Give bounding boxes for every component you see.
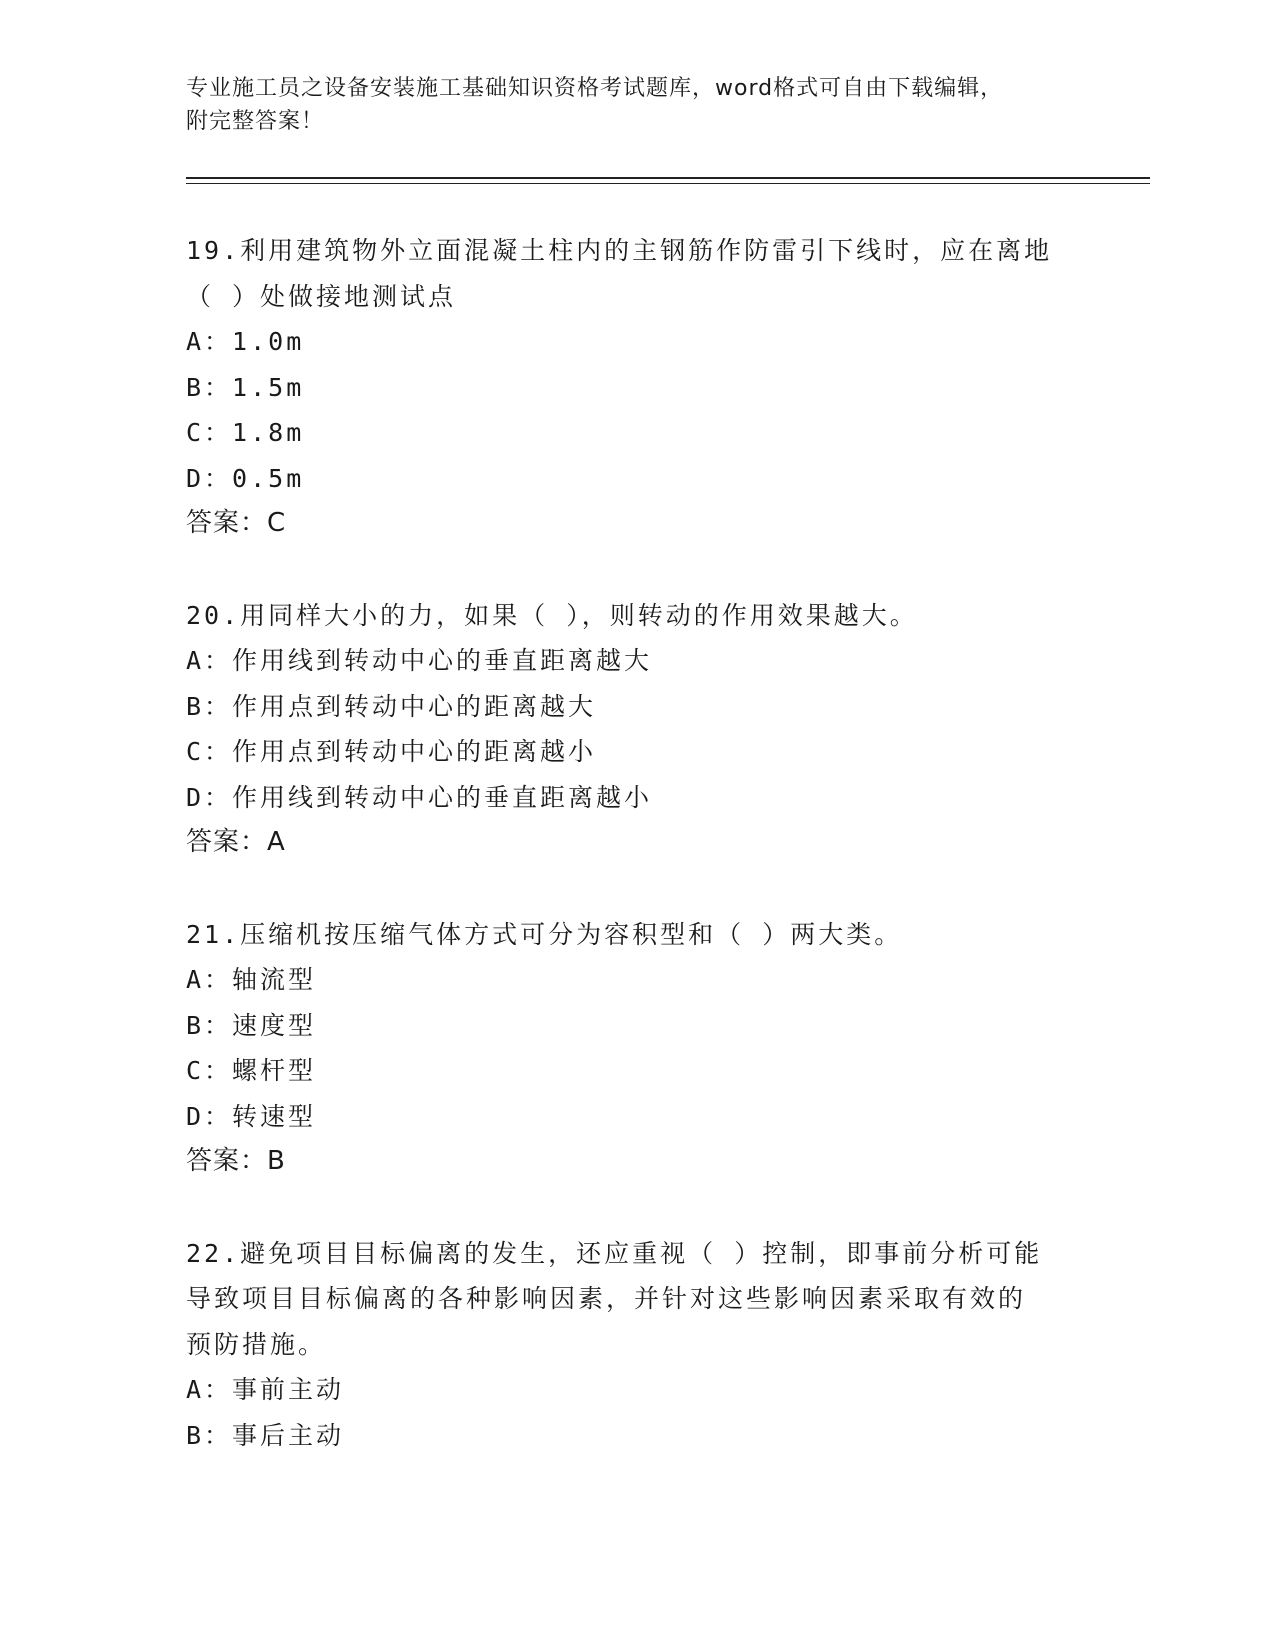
question-text-line: 预防措施。	[186, 1329, 327, 1359]
option-b: B：1.5m	[186, 372, 305, 402]
header-line-1: 专业施工员之设备安装施工基础知识资格考试题库，word格式可自由下载编辑，	[186, 76, 1004, 101]
question-21	[186, 912, 1086, 1185]
question-text-line: 导致项目目标偏离的各种影响因素，并针对这些影响因素采取有效的	[186, 1284, 1027, 1313]
question-list	[186, 228, 1086, 1504]
document-header	[186, 72, 1086, 138]
option-a: A：作用线到转动中心的垂直距离越大	[186, 646, 653, 675]
header-line-2: 附完整答案！	[186, 109, 325, 134]
question-text-line: 22.避免项目目标偏离的发生，还应重视（ ）控制，即事前分析可能	[186, 1238, 1043, 1268]
option-b: B：速度型	[186, 1010, 317, 1040]
option-b: B：事后主动	[186, 1420, 345, 1450]
option-a: A：轴流型	[186, 965, 317, 994]
question-text-line: 20.用同样大小的力，如果（ ），则转动的作用效果越大。	[186, 600, 918, 630]
header-divider-thin	[186, 183, 1150, 184]
option-d: D：转速型	[186, 1101, 317, 1131]
option-a: A：事前主动	[186, 1375, 345, 1404]
option-d: D：0.5m	[186, 463, 305, 493]
option-c: C：螺杆型	[186, 1056, 317, 1085]
question-19	[186, 228, 1086, 547]
answer: 答案：A	[186, 827, 286, 857]
option-c: C：作用点到转动中心的距离越小	[186, 737, 597, 766]
option-c: C：1.8m	[186, 418, 305, 447]
question-text-line: 19.利用建筑物外立面混凝土柱内的主钢筋作防雷引下线时，应在离地	[186, 236, 1053, 265]
option-a: A：1.0m	[186, 327, 305, 356]
answer: 答案：B	[186, 1146, 286, 1176]
option-d: D：作用线到转动中心的垂直距离越小	[186, 782, 653, 812]
option-b: B：作用点到转动中心的距离越大	[186, 691, 597, 721]
question-20	[186, 593, 1086, 866]
answer: 答案：C	[186, 508, 287, 538]
header-divider-thick	[186, 177, 1150, 179]
question-text-line: 21.压缩机按压缩气体方式可分为容积型和（ ）两大类。	[186, 919, 903, 949]
question-text-line: （ ）处做接地测试点	[186, 281, 457, 311]
question-22	[186, 1231, 1086, 1459]
